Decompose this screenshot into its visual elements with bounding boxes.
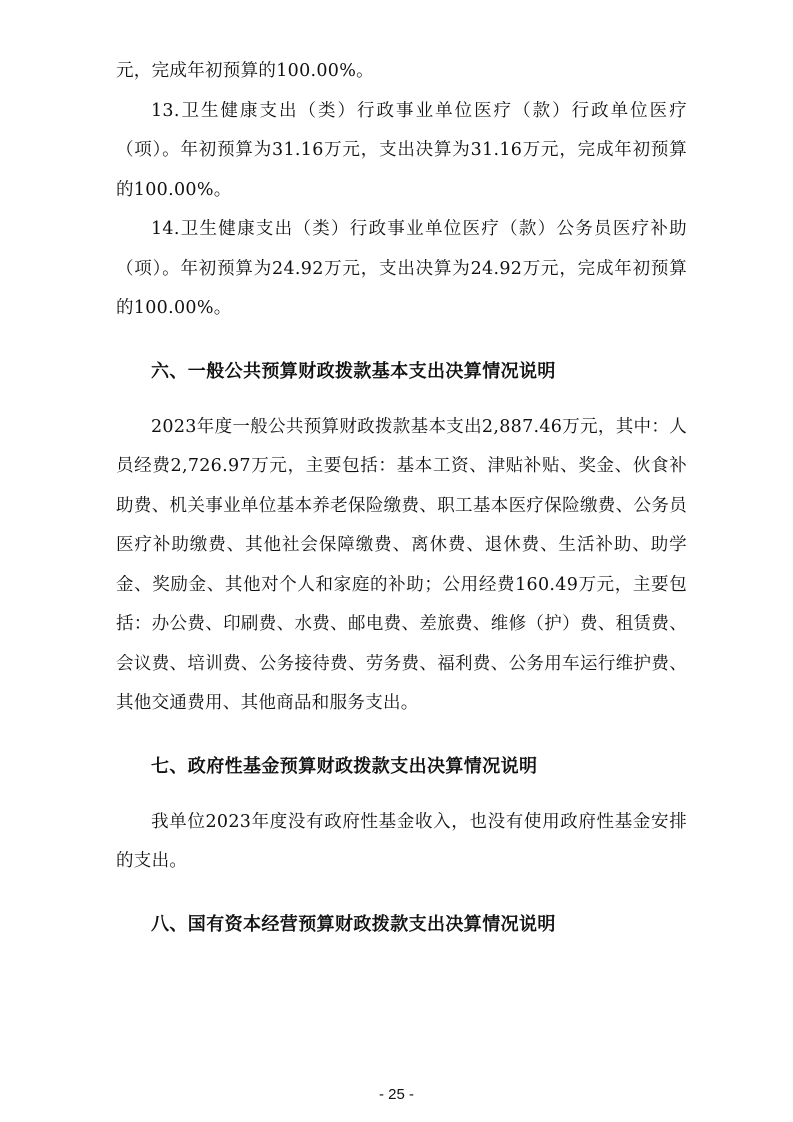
continuation-paragraph: 元，完成年初预算的100.00%。 xyxy=(116,61,374,81)
section-7-heading: 七、政府性基金预算财政拨款支出决算情况说明 xyxy=(151,755,538,777)
section-7-body: 我单位2023年度没有政府性基金收入，也没有使用政府性基金安排的支出。 xyxy=(116,811,687,871)
section-6-heading: 六、一般公共预算财政拨款基本支出决算情况说明 xyxy=(151,360,556,382)
item-14-paragraph: 14.卫生健康支出（类）行政事业单位医疗（款）公务员医疗补助（项）。年初预算为24.92万元，支出决算为24.92万元，完成年初预算的100.00%。 xyxy=(116,219,687,318)
page-number: - 25 - xyxy=(378,1086,414,1103)
item-13-paragraph: 13.卫生健康支出（类）行政事业单位医疗（款）行政单位医疗（项）。年初预算为31.16万元，支出决算为31.16万元，完成年初预算的100.00%。 xyxy=(116,100,687,200)
section-6-body: 2023年度一般公共预算财政拨款基本支出2,887.46万元，其中：人员经费2,726.97万元，主要包括：基本工资、津贴补贴、奖金、伙食补助费、机关事业单位基本养老保险缴费、职工基本医疗保险缴费、公务员医疗补助缴费、其他社会保障缴费、离休费、退休费、生活补助、助学金、奖励金、其他对个人和家庭的补助；公用经费160.49万元，主要包括：办公费、印刷费、水费、邮电费、差旅费、维修（护）费、租赁费、会议费、培训费、公务接待费、劳务费、福利费、公务用车运行维护费、其他交通费用、其他商品和服务支出。 xyxy=(116,416,687,713)
section-8-heading: 八、国有资本经营预算财政拨款支出决算情况说明 xyxy=(151,913,556,935)
document-body xyxy=(116,52,687,945)
